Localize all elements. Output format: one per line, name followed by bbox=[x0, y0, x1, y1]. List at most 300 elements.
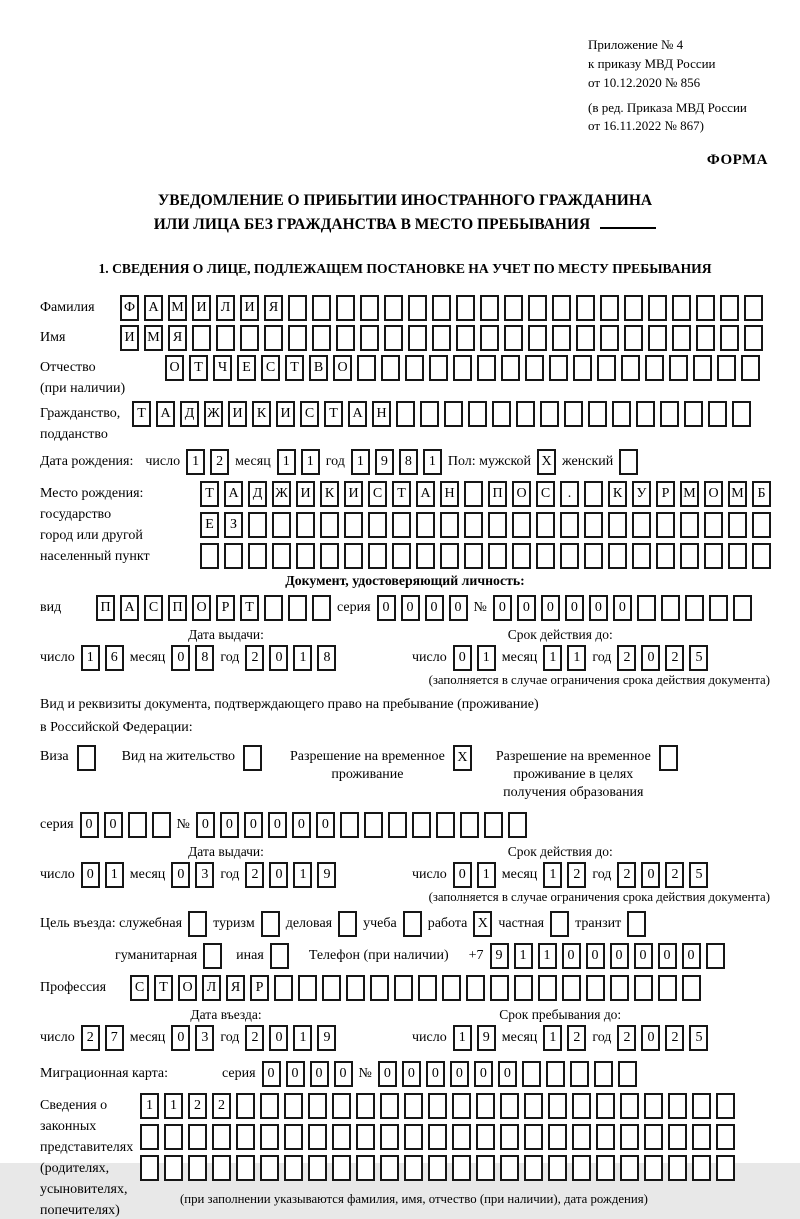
char-cell[interactable] bbox=[648, 295, 667, 321]
char-cell[interactable]: 9 bbox=[317, 862, 336, 888]
char-cell[interactable] bbox=[476, 1155, 495, 1181]
char-cell[interactable] bbox=[264, 325, 283, 351]
char-cell[interactable]: 3 bbox=[195, 862, 214, 888]
char-cell[interactable]: 0 bbox=[80, 812, 99, 838]
char-cell[interactable] bbox=[188, 1155, 207, 1181]
char-cell[interactable] bbox=[560, 543, 579, 569]
char-cell[interactable] bbox=[394, 975, 413, 1001]
char-cell[interactable]: О bbox=[512, 481, 531, 507]
char-cell[interactable] bbox=[516, 401, 535, 427]
char-cell[interactable] bbox=[584, 481, 603, 507]
char-cell[interactable] bbox=[428, 1124, 447, 1150]
char-cell[interactable]: Р bbox=[216, 595, 235, 621]
char-cell[interactable]: 0 bbox=[613, 595, 632, 621]
char-cell[interactable]: А bbox=[144, 295, 163, 321]
char-cell[interactable]: 6 bbox=[105, 645, 124, 671]
char-cell[interactable] bbox=[416, 543, 435, 569]
char-cell[interactable]: П bbox=[96, 595, 115, 621]
char-cell[interactable] bbox=[484, 812, 503, 838]
char-cell[interactable]: 1 bbox=[293, 1025, 312, 1051]
char-cell[interactable]: Н bbox=[372, 401, 391, 427]
char-cell[interactable] bbox=[420, 401, 439, 427]
char-cell[interactable]: Н bbox=[440, 481, 459, 507]
char-cell[interactable] bbox=[288, 325, 307, 351]
char-cell[interactable] bbox=[428, 1093, 447, 1119]
char-cell[interactable] bbox=[514, 975, 533, 1001]
char-cell[interactable]: А bbox=[156, 401, 175, 427]
char-cell[interactable]: 2 bbox=[245, 645, 264, 671]
char-cell[interactable]: О bbox=[704, 481, 723, 507]
char-cell[interactable] bbox=[298, 975, 317, 1001]
char-cell[interactable]: 1 bbox=[543, 645, 562, 671]
char-cell[interactable]: 0 bbox=[269, 862, 288, 888]
char-cell[interactable] bbox=[384, 325, 403, 351]
char-cell[interactable] bbox=[586, 975, 605, 1001]
char-cell[interactable] bbox=[564, 401, 583, 427]
char-cell[interactable] bbox=[274, 975, 293, 1001]
char-cell[interactable] bbox=[403, 911, 422, 937]
char-cell[interactable] bbox=[500, 1155, 519, 1181]
char-cell[interactable] bbox=[512, 543, 531, 569]
char-cell[interactable] bbox=[477, 355, 496, 381]
char-cell[interactable] bbox=[320, 512, 339, 538]
char-cell[interactable]: 5 bbox=[689, 862, 708, 888]
char-cell[interactable] bbox=[140, 1124, 159, 1150]
char-cell[interactable]: 2 bbox=[617, 1025, 636, 1051]
char-cell[interactable] bbox=[548, 1093, 567, 1119]
char-cell[interactable] bbox=[656, 512, 675, 538]
char-cell[interactable] bbox=[188, 1124, 207, 1150]
char-cell[interactable] bbox=[404, 1093, 423, 1119]
char-cell[interactable] bbox=[588, 401, 607, 427]
char-cell[interactable] bbox=[260, 1124, 279, 1150]
char-cell[interactable]: 1 bbox=[164, 1093, 183, 1119]
char-cell[interactable] bbox=[632, 543, 651, 569]
char-cell[interactable]: 0 bbox=[589, 595, 608, 621]
char-cell[interactable] bbox=[717, 355, 736, 381]
char-cell[interactable] bbox=[576, 295, 595, 321]
char-cell[interactable] bbox=[659, 745, 678, 771]
char-cell[interactable]: 0 bbox=[425, 595, 444, 621]
char-cell[interactable] bbox=[596, 1124, 615, 1150]
char-cell[interactable] bbox=[732, 401, 751, 427]
char-cell[interactable]: 0 bbox=[316, 812, 335, 838]
char-cell[interactable] bbox=[308, 1093, 327, 1119]
char-cell[interactable] bbox=[248, 512, 267, 538]
char-cell[interactable]: 0 bbox=[171, 645, 190, 671]
char-cell[interactable] bbox=[692, 1093, 711, 1119]
char-cell[interactable] bbox=[336, 325, 355, 351]
char-cell[interactable] bbox=[364, 812, 383, 838]
char-cell[interactable] bbox=[504, 325, 523, 351]
char-cell[interactable]: М bbox=[680, 481, 699, 507]
char-cell[interactable] bbox=[464, 543, 483, 569]
char-cell[interactable] bbox=[540, 401, 559, 427]
char-cell[interactable]: И bbox=[276, 401, 295, 427]
char-cell[interactable]: 2 bbox=[617, 645, 636, 671]
char-cell[interactable]: 0 bbox=[658, 943, 677, 969]
char-cell[interactable] bbox=[140, 1155, 159, 1181]
char-cell[interactable]: И bbox=[296, 481, 315, 507]
char-cell[interactable]: 0 bbox=[104, 812, 123, 838]
char-cell[interactable]: 0 bbox=[268, 812, 287, 838]
char-cell[interactable] bbox=[704, 512, 723, 538]
char-cell[interactable]: П bbox=[488, 481, 507, 507]
char-cell[interactable]: 8 bbox=[195, 645, 214, 671]
char-cell[interactable]: А bbox=[120, 595, 139, 621]
char-cell[interactable] bbox=[392, 543, 411, 569]
char-cell[interactable]: 8 bbox=[317, 645, 336, 671]
char-cell[interactable] bbox=[524, 1093, 543, 1119]
char-cell[interactable] bbox=[552, 325, 571, 351]
char-cell[interactable] bbox=[453, 355, 472, 381]
char-cell[interactable]: 0 bbox=[498, 1061, 517, 1087]
char-cell[interactable]: З bbox=[224, 512, 243, 538]
char-cell[interactable] bbox=[490, 975, 509, 1001]
char-cell[interactable] bbox=[620, 1155, 639, 1181]
char-cell[interactable]: 1 bbox=[514, 943, 533, 969]
char-cell[interactable] bbox=[444, 401, 463, 427]
char-cell[interactable] bbox=[368, 512, 387, 538]
char-cell[interactable] bbox=[576, 325, 595, 351]
char-cell[interactable]: С bbox=[536, 481, 555, 507]
char-cell[interactable]: Т bbox=[154, 975, 173, 1001]
char-cell[interactable] bbox=[709, 595, 728, 621]
char-cell[interactable] bbox=[692, 1155, 711, 1181]
char-cell[interactable]: Т bbox=[200, 481, 219, 507]
char-cell[interactable] bbox=[536, 512, 555, 538]
char-cell[interactable] bbox=[380, 1155, 399, 1181]
char-cell[interactable]: 7 bbox=[105, 1025, 124, 1051]
char-cell[interactable] bbox=[212, 1155, 231, 1181]
char-cell[interactable] bbox=[508, 812, 527, 838]
char-cell[interactable] bbox=[573, 355, 592, 381]
char-cell[interactable] bbox=[312, 325, 331, 351]
char-cell[interactable] bbox=[550, 911, 569, 937]
char-cell[interactable]: 1 bbox=[293, 862, 312, 888]
char-cell[interactable]: 0 bbox=[334, 1061, 353, 1087]
char-cell[interactable] bbox=[340, 812, 359, 838]
char-cell[interactable] bbox=[548, 1124, 567, 1150]
char-cell[interactable] bbox=[572, 1124, 591, 1150]
char-cell[interactable]: 0 bbox=[377, 595, 396, 621]
char-cell[interactable]: К bbox=[252, 401, 271, 427]
char-cell[interactable]: Т bbox=[240, 595, 259, 621]
char-cell[interactable]: О bbox=[165, 355, 184, 381]
char-cell[interactable] bbox=[360, 325, 379, 351]
char-cell[interactable] bbox=[637, 595, 656, 621]
char-cell[interactable]: 2 bbox=[617, 862, 636, 888]
char-cell[interactable]: 1 bbox=[277, 449, 296, 475]
char-cell[interactable] bbox=[596, 1093, 615, 1119]
char-cell[interactable] bbox=[620, 1124, 639, 1150]
char-cell[interactable] bbox=[610, 975, 629, 1001]
char-cell[interactable] bbox=[624, 325, 643, 351]
char-cell[interactable] bbox=[408, 325, 427, 351]
char-cell[interactable] bbox=[464, 512, 483, 538]
char-cell[interactable]: Т bbox=[132, 401, 151, 427]
char-cell[interactable]: Т bbox=[392, 481, 411, 507]
char-cell[interactable] bbox=[332, 1093, 351, 1119]
char-cell[interactable] bbox=[396, 401, 415, 427]
char-cell[interactable] bbox=[624, 295, 643, 321]
char-cell[interactable]: 1 bbox=[538, 943, 557, 969]
char-cell[interactable]: 2 bbox=[81, 1025, 100, 1051]
char-cell[interactable] bbox=[284, 1155, 303, 1181]
char-cell[interactable] bbox=[466, 975, 485, 1001]
char-cell[interactable]: Е bbox=[200, 512, 219, 538]
char-cell[interactable] bbox=[608, 543, 627, 569]
char-cell[interactable]: 0 bbox=[262, 1061, 281, 1087]
char-cell[interactable] bbox=[594, 1061, 613, 1087]
char-cell[interactable]: Ж bbox=[272, 481, 291, 507]
char-cell[interactable] bbox=[656, 543, 675, 569]
char-cell[interactable] bbox=[536, 543, 555, 569]
char-cell[interactable] bbox=[668, 1155, 687, 1181]
char-cell[interactable] bbox=[236, 1124, 255, 1150]
char-cell[interactable]: 0 bbox=[292, 812, 311, 838]
char-cell[interactable] bbox=[436, 812, 455, 838]
char-cell[interactable]: 1 bbox=[543, 862, 562, 888]
char-cell[interactable] bbox=[260, 1093, 279, 1119]
char-cell[interactable]: 9 bbox=[375, 449, 394, 475]
char-cell[interactable] bbox=[456, 295, 475, 321]
char-cell[interactable] bbox=[752, 543, 771, 569]
char-cell[interactable] bbox=[312, 595, 331, 621]
char-cell[interactable] bbox=[608, 512, 627, 538]
char-cell[interactable]: Т bbox=[324, 401, 343, 427]
char-cell[interactable] bbox=[370, 975, 389, 1001]
char-cell[interactable]: 2 bbox=[665, 862, 684, 888]
char-cell[interactable] bbox=[680, 543, 699, 569]
char-cell[interactable] bbox=[528, 325, 547, 351]
char-cell[interactable] bbox=[442, 975, 461, 1001]
char-cell[interactable]: Я bbox=[168, 325, 187, 351]
char-cell[interactable] bbox=[528, 295, 547, 321]
char-cell[interactable] bbox=[322, 975, 341, 1001]
char-cell[interactable]: С bbox=[300, 401, 319, 427]
char-cell[interactable] bbox=[600, 325, 619, 351]
char-cell[interactable]: 0 bbox=[269, 645, 288, 671]
char-cell[interactable]: 2 bbox=[210, 449, 229, 475]
char-cell[interactable]: И bbox=[192, 295, 211, 321]
char-cell[interactable] bbox=[480, 295, 499, 321]
char-cell[interactable] bbox=[452, 1093, 471, 1119]
char-cell[interactable] bbox=[696, 325, 715, 351]
char-cell[interactable] bbox=[388, 812, 407, 838]
char-cell[interactable]: 0 bbox=[269, 1025, 288, 1051]
char-cell[interactable] bbox=[428, 1155, 447, 1181]
char-cell[interactable] bbox=[392, 512, 411, 538]
char-cell[interactable] bbox=[432, 295, 451, 321]
char-cell[interactable] bbox=[356, 1093, 375, 1119]
char-cell[interactable] bbox=[504, 295, 523, 321]
char-cell[interactable]: 0 bbox=[474, 1061, 493, 1087]
char-cell[interactable] bbox=[525, 355, 544, 381]
char-cell[interactable] bbox=[752, 512, 771, 538]
char-cell[interactable] bbox=[440, 512, 459, 538]
char-cell[interactable] bbox=[644, 1155, 663, 1181]
char-cell[interactable]: 1 bbox=[140, 1093, 159, 1119]
char-cell[interactable] bbox=[668, 1093, 687, 1119]
char-cell[interactable] bbox=[692, 1124, 711, 1150]
char-cell[interactable]: 1 bbox=[423, 449, 442, 475]
char-cell[interactable]: 0 bbox=[378, 1061, 397, 1087]
char-cell[interactable]: И bbox=[240, 295, 259, 321]
char-cell[interactable]: С bbox=[368, 481, 387, 507]
char-cell[interactable]: А bbox=[416, 481, 435, 507]
char-cell[interactable]: 0 bbox=[517, 595, 536, 621]
char-cell[interactable] bbox=[432, 325, 451, 351]
char-cell[interactable] bbox=[464, 481, 483, 507]
char-cell[interactable]: X bbox=[473, 911, 492, 937]
char-cell[interactable] bbox=[260, 1155, 279, 1181]
char-cell[interactable] bbox=[672, 325, 691, 351]
char-cell[interactable] bbox=[284, 1093, 303, 1119]
char-cell[interactable] bbox=[618, 1061, 637, 1087]
char-cell[interactable] bbox=[272, 512, 291, 538]
char-cell[interactable] bbox=[336, 295, 355, 321]
char-cell[interactable] bbox=[552, 295, 571, 321]
char-cell[interactable]: 0 bbox=[402, 1061, 421, 1087]
char-cell[interactable]: 0 bbox=[244, 812, 263, 838]
char-cell[interactable] bbox=[203, 943, 222, 969]
char-cell[interactable] bbox=[188, 911, 207, 937]
char-cell[interactable]: 0 bbox=[286, 1061, 305, 1087]
char-cell[interactable] bbox=[152, 812, 171, 838]
char-cell[interactable] bbox=[312, 295, 331, 321]
char-cell[interactable] bbox=[696, 295, 715, 321]
char-cell[interactable] bbox=[682, 975, 701, 1001]
char-cell[interactable] bbox=[716, 1093, 735, 1119]
char-cell[interactable]: 2 bbox=[665, 1025, 684, 1051]
char-cell[interactable] bbox=[744, 325, 763, 351]
char-cell[interactable]: А bbox=[348, 401, 367, 427]
char-cell[interactable]: 1 bbox=[293, 645, 312, 671]
char-cell[interactable] bbox=[456, 325, 475, 351]
char-cell[interactable] bbox=[380, 1093, 399, 1119]
char-cell[interactable]: 1 bbox=[81, 645, 100, 671]
char-cell[interactable]: 1 bbox=[186, 449, 205, 475]
char-cell[interactable]: Д bbox=[248, 481, 267, 507]
char-cell[interactable] bbox=[346, 975, 365, 1001]
char-cell[interactable]: М bbox=[728, 481, 747, 507]
char-cell[interactable] bbox=[570, 1061, 589, 1087]
char-cell[interactable]: 9 bbox=[477, 1025, 496, 1051]
char-cell[interactable] bbox=[522, 1061, 541, 1087]
char-cell[interactable] bbox=[524, 1124, 543, 1150]
char-cell[interactable]: 1 bbox=[477, 645, 496, 671]
char-cell[interactable]: 9 bbox=[317, 1025, 336, 1051]
char-cell[interactable] bbox=[296, 543, 315, 569]
char-cell[interactable]: Я bbox=[226, 975, 245, 1001]
char-cell[interactable]: М bbox=[144, 325, 163, 351]
char-cell[interactable] bbox=[538, 975, 557, 1001]
char-cell[interactable] bbox=[669, 355, 688, 381]
char-cell[interactable]: Е bbox=[237, 355, 256, 381]
char-cell[interactable]: Ф bbox=[120, 295, 139, 321]
char-cell[interactable]: А bbox=[224, 481, 243, 507]
char-cell[interactable]: 1 bbox=[351, 449, 370, 475]
char-cell[interactable] bbox=[546, 1061, 565, 1087]
char-cell[interactable]: 0 bbox=[450, 1061, 469, 1087]
char-cell[interactable] bbox=[338, 911, 357, 937]
char-cell[interactable] bbox=[380, 1124, 399, 1150]
char-cell[interactable]: 1 bbox=[477, 862, 496, 888]
char-cell[interactable] bbox=[632, 512, 651, 538]
char-cell[interactable] bbox=[384, 295, 403, 321]
char-cell[interactable] bbox=[661, 595, 680, 621]
char-cell[interactable]: 0 bbox=[426, 1061, 445, 1087]
char-cell[interactable] bbox=[408, 295, 427, 321]
char-cell[interactable]: . bbox=[560, 481, 579, 507]
char-cell[interactable]: 2 bbox=[665, 645, 684, 671]
char-cell[interactable]: 0 bbox=[610, 943, 629, 969]
char-cell[interactable] bbox=[272, 543, 291, 569]
char-cell[interactable] bbox=[680, 512, 699, 538]
char-cell[interactable] bbox=[668, 1124, 687, 1150]
char-cell[interactable]: И bbox=[120, 325, 139, 351]
char-cell[interactable]: Л bbox=[202, 975, 221, 1001]
char-cell[interactable] bbox=[360, 295, 379, 321]
char-cell[interactable]: X bbox=[537, 449, 556, 475]
char-cell[interactable] bbox=[627, 911, 646, 937]
char-cell[interactable] bbox=[706, 943, 725, 969]
char-cell[interactable]: Ж bbox=[204, 401, 223, 427]
char-cell[interactable] bbox=[344, 543, 363, 569]
char-cell[interactable] bbox=[164, 1124, 183, 1150]
char-cell[interactable] bbox=[296, 512, 315, 538]
char-cell[interactable] bbox=[236, 1155, 255, 1181]
char-cell[interactable] bbox=[612, 401, 631, 427]
char-cell[interactable]: 0 bbox=[196, 812, 215, 838]
char-cell[interactable] bbox=[744, 295, 763, 321]
char-cell[interactable]: К bbox=[608, 481, 627, 507]
char-cell[interactable]: 0 bbox=[453, 645, 472, 671]
char-cell[interactable] bbox=[716, 1155, 735, 1181]
char-cell[interactable] bbox=[308, 1155, 327, 1181]
char-cell[interactable] bbox=[416, 512, 435, 538]
char-cell[interactable] bbox=[684, 401, 703, 427]
char-cell[interactable] bbox=[597, 355, 616, 381]
char-cell[interactable] bbox=[404, 1155, 423, 1181]
char-cell[interactable] bbox=[728, 512, 747, 538]
char-cell[interactable]: В bbox=[309, 355, 328, 381]
char-cell[interactable] bbox=[708, 401, 727, 427]
char-cell[interactable] bbox=[261, 911, 280, 937]
char-cell[interactable] bbox=[562, 975, 581, 1001]
char-cell[interactable]: 5 bbox=[689, 1025, 708, 1051]
char-cell[interactable] bbox=[584, 512, 603, 538]
char-cell[interactable]: 0 bbox=[562, 943, 581, 969]
char-cell[interactable]: Р bbox=[250, 975, 269, 1001]
char-cell[interactable] bbox=[720, 295, 739, 321]
char-cell[interactable]: 5 bbox=[689, 645, 708, 671]
char-cell[interactable] bbox=[501, 355, 520, 381]
char-cell[interactable] bbox=[412, 812, 431, 838]
char-cell[interactable] bbox=[634, 975, 653, 1001]
char-cell[interactable] bbox=[693, 355, 712, 381]
char-cell[interactable]: 2 bbox=[245, 1025, 264, 1051]
char-cell[interactable] bbox=[549, 355, 568, 381]
char-cell[interactable]: 0 bbox=[453, 862, 472, 888]
char-cell[interactable] bbox=[128, 812, 147, 838]
char-cell[interactable] bbox=[685, 595, 704, 621]
char-cell[interactable]: 2 bbox=[567, 1025, 586, 1051]
char-cell[interactable] bbox=[240, 325, 259, 351]
char-cell[interactable] bbox=[405, 355, 424, 381]
char-cell[interactable] bbox=[660, 401, 679, 427]
